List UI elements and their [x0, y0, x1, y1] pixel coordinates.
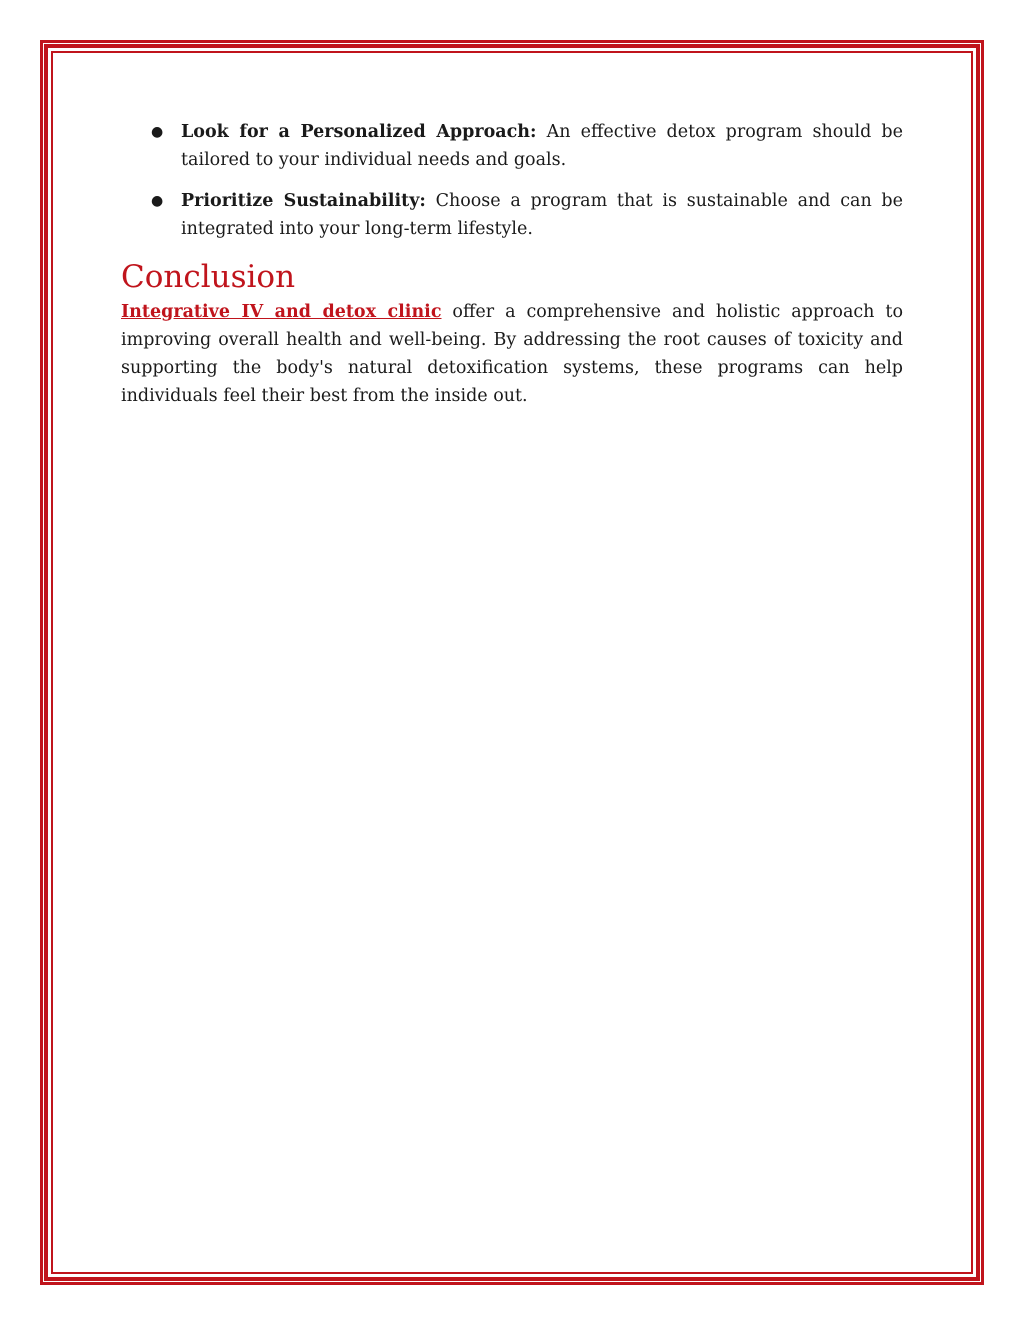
bullet-icon: ●	[151, 193, 164, 209]
list-item-lead: Prioritize Sustainability:	[181, 191, 426, 211]
tips-list	[121, 118, 903, 243]
conclusion-heading: Conclusion	[121, 259, 296, 295]
list-item-text: An effective detox program should be tailored to your individual needs and goals.	[181, 122, 903, 170]
list-item	[121, 187, 903, 243]
list-item	[121, 118, 903, 174]
list-item-text: Choose a program that is sustainable and can be integrated into your long-term lifestyle.	[181, 191, 903, 239]
page-content	[121, 118, 903, 410]
list-item-lead: Look for a Personalized Approach:	[181, 122, 537, 142]
bullet-icon: ●	[151, 124, 164, 140]
conclusion-body-text: offer a comprehensive and holistic approach to improving overall health and well-being. By addressing the root causes of toxicity and supporting the body's natural detoxification systems, these programs can help individuals feel their best from the inside out.	[121, 302, 903, 406]
conclusion-paragraph	[121, 298, 903, 410]
clinic-link[interactable]: Integrative IV and detox clinic	[121, 302, 442, 322]
